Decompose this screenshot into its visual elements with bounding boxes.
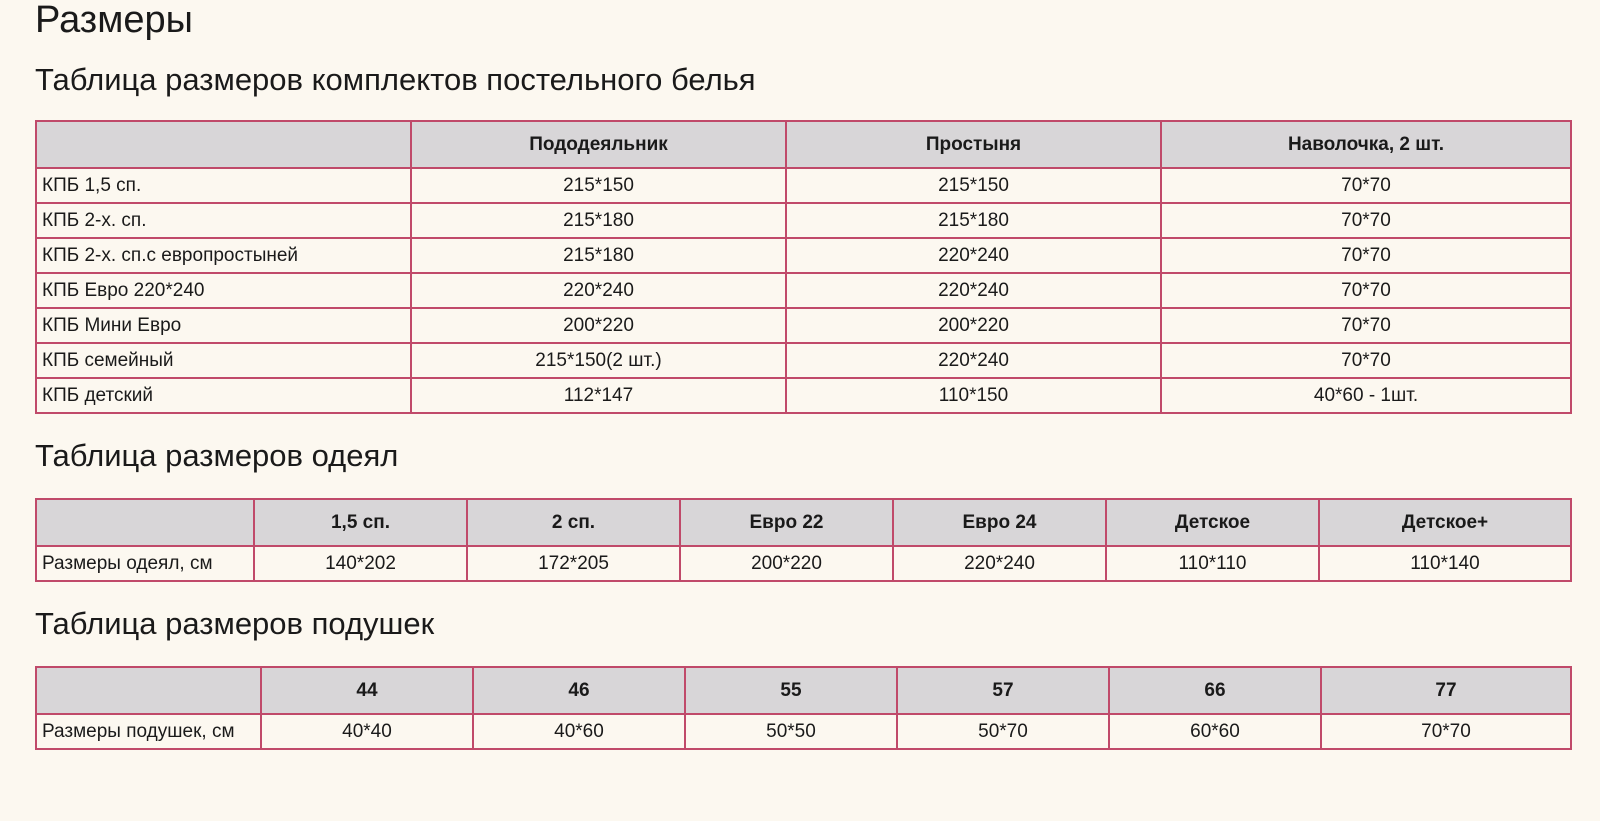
table-cell: 70*70 [1161, 168, 1571, 203]
table-cell: 110*140 [1319, 546, 1571, 581]
table-cell: 112*147 [411, 378, 786, 413]
column-header: Пододеяльник [411, 121, 786, 168]
table-row [36, 273, 1571, 308]
column-header: Евро 24 [893, 499, 1106, 546]
column-header: 1,5 сп. [254, 499, 467, 546]
table-cell: 40*60 [473, 714, 685, 749]
table-cell: 215*180 [786, 203, 1161, 238]
column-header: 46 [473, 667, 685, 714]
table-cell: 215*180 [411, 238, 786, 273]
column-header: Детское+ [1319, 499, 1571, 546]
column-header: Детское [1106, 499, 1319, 546]
table-cell: 110*110 [1106, 546, 1319, 581]
row-label: КПБ детский [36, 378, 411, 413]
table-cell: 200*220 [786, 308, 1161, 343]
table-row [36, 343, 1571, 378]
table-row [36, 308, 1571, 343]
column-header: 44 [261, 667, 473, 714]
sizes-page [35, 0, 1570, 750]
column-header: 2 сп. [467, 499, 680, 546]
blanket-size-table [35, 498, 1572, 582]
table-cell: 70*70 [1161, 308, 1571, 343]
row-label: Размеры подушек, см [36, 714, 261, 749]
table-row [36, 378, 1571, 413]
table-cell: 70*70 [1161, 203, 1571, 238]
table-row [36, 546, 1571, 581]
table-row [36, 168, 1571, 203]
table-cell: 215*150(2 шт.) [411, 343, 786, 378]
pillows-table-heading: Таблица размеров подушек [35, 606, 435, 641]
table-cell: 70*70 [1321, 714, 1571, 749]
page-title: Размеры [35, 0, 193, 41]
column-header: Наволочка, 2 шт. [1161, 121, 1571, 168]
table-row [36, 203, 1571, 238]
pillow-size-table [35, 666, 1572, 750]
row-label: КПБ 1,5 сп. [36, 168, 411, 203]
table-cell: 220*240 [893, 546, 1106, 581]
table-cell: 50*50 [685, 714, 897, 749]
table-cell: 220*240 [786, 343, 1161, 378]
table-cell: 215*180 [411, 203, 786, 238]
bedding-size-table [35, 120, 1572, 414]
column-header: 66 [1109, 667, 1321, 714]
row-label: Размеры одеял, см [36, 546, 254, 581]
column-header [36, 121, 411, 168]
column-header: Евро 22 [680, 499, 893, 546]
table-cell: 70*70 [1161, 273, 1571, 308]
bedding-table-heading: Таблица размеров комплектов постельного белья [35, 62, 756, 97]
table-cell: 200*220 [680, 546, 893, 581]
table-cell: 220*240 [786, 273, 1161, 308]
blankets-table-heading: Таблица размеров одеял [35, 438, 399, 473]
table-cell: 40*40 [261, 714, 473, 749]
table-cell: 40*60 - 1шт. [1161, 378, 1571, 413]
table-cell: 215*150 [786, 168, 1161, 203]
table-header-row [36, 121, 1571, 168]
table-cell: 172*205 [467, 546, 680, 581]
table-cell: 50*70 [897, 714, 1109, 749]
table-header-row [36, 499, 1571, 546]
row-label: КПБ Мини Евро [36, 308, 411, 343]
table-cell: 200*220 [411, 308, 786, 343]
row-label: КПБ 2-х. сп. [36, 203, 411, 238]
row-label: КПБ Евро 220*240 [36, 273, 411, 308]
row-label: КПБ 2-х. сп.с европростыней [36, 238, 411, 273]
column-header: 55 [685, 667, 897, 714]
table-header-row [36, 667, 1571, 714]
table-cell: 60*60 [1109, 714, 1321, 749]
column-header: 57 [897, 667, 1109, 714]
column-header: 77 [1321, 667, 1571, 714]
column-header [36, 499, 254, 546]
column-header: Простыня [786, 121, 1161, 168]
table-row [36, 238, 1571, 273]
table-cell: 140*202 [254, 546, 467, 581]
table-row [36, 714, 1571, 749]
column-header [36, 667, 261, 714]
table-cell: 220*240 [786, 238, 1161, 273]
table-cell: 110*150 [786, 378, 1161, 413]
table-cell: 220*240 [411, 273, 786, 308]
row-label: КПБ семейный [36, 343, 411, 378]
table-cell: 70*70 [1161, 343, 1571, 378]
table-cell: 215*150 [411, 168, 786, 203]
table-cell: 70*70 [1161, 238, 1571, 273]
